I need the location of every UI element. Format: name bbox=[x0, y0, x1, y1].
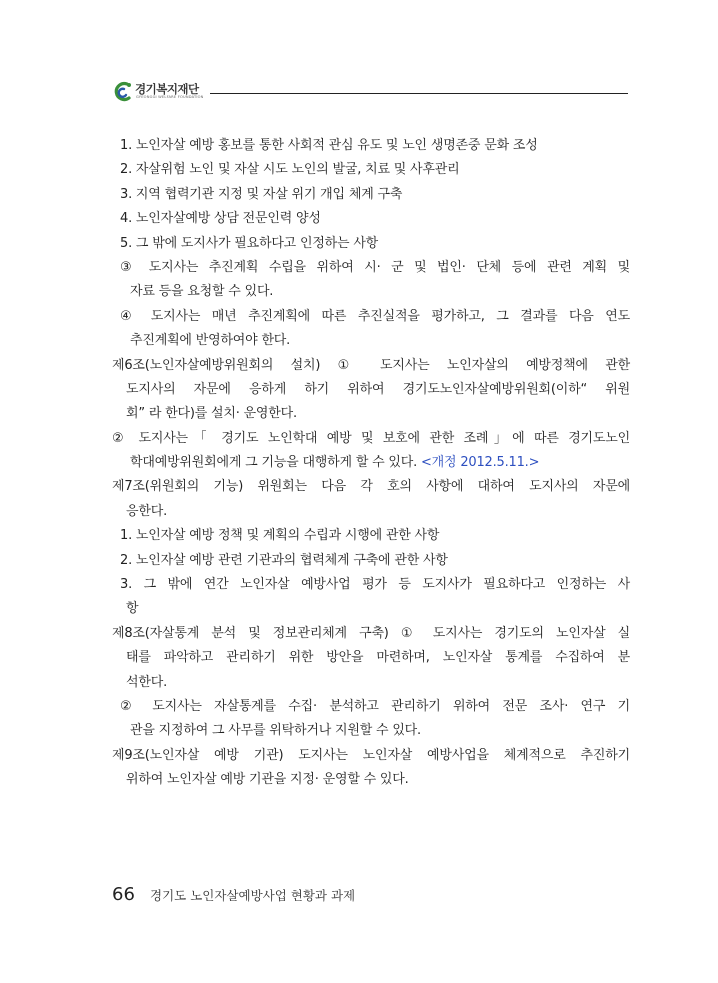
foundation-logo-icon bbox=[112, 80, 134, 104]
text-line bbox=[112, 207, 630, 231]
text-line bbox=[112, 768, 630, 792]
text-line-content: 응한다. bbox=[126, 503, 168, 519]
text-line bbox=[112, 573, 630, 597]
text-line-content: 2. 자살위험 노인 및 자살 시도 노인의 발굴, 치료 및 사후관리 bbox=[120, 162, 460, 178]
text-line bbox=[112, 427, 630, 451]
text-line-content: 태를 파악하고 관리하기 위한 방안을 마련하며, 노인자살 통계를 수집하여 분 bbox=[126, 650, 630, 666]
text-line bbox=[112, 622, 630, 646]
amendment-note: <개정 2012.5.11.> bbox=[420, 455, 540, 471]
text-line-content: 자료 등을 요청할 수 있다. bbox=[130, 284, 274, 300]
text-line bbox=[112, 524, 630, 548]
text-line-content: 3. 지역 협력기관 지정 및 자살 위기 개입 체계 구축 bbox=[120, 186, 403, 202]
text-line-content: 제7조(위원회의 기능) 위원회는 다음 각 호의 사항에 대하여 도지사의 자문에 bbox=[112, 479, 630, 495]
text-line bbox=[112, 256, 630, 280]
text-line-content: 5. 그 밖에 도지사가 필요하다고 인정하는 사항 bbox=[120, 235, 379, 251]
text-line-content: ④ 도지사는 매년 추진계획에 따른 추진실적을 평가하고, 그 결과를 다음 연도 bbox=[120, 308, 630, 324]
text-line-content: 4. 노인자살예방 상담 전문인력 양성 bbox=[120, 211, 321, 227]
text-line-content: ② 도지사는 자살통계를 수집· 분석하고 관리하기 위하여 전문 조사· 연구 기 bbox=[120, 698, 630, 714]
text-line-content: 회” 라 한다)를 설치· 운영한다. bbox=[126, 406, 297, 422]
text-line bbox=[112, 671, 630, 695]
text-line bbox=[112, 354, 630, 378]
text-line-content: 도지사의 자문에 응하게 하기 위하여 경기도노인자살예방위원회(이하“ 위원 bbox=[126, 381, 630, 397]
text-line bbox=[112, 305, 630, 329]
text-line bbox=[112, 158, 630, 182]
text-line bbox=[112, 329, 630, 353]
text-line bbox=[112, 232, 630, 256]
text-line-content: 제6조(노인자살예방위원회의 설치) ① 도지사는 노인자살의 예방정책에 관한 bbox=[112, 357, 630, 373]
text-line-content: 3. 그 밖에 연간 노인자살 예방사업 평가 등 도지사가 필요하다고 인정하는 사 bbox=[120, 577, 630, 593]
header-divider bbox=[210, 93, 628, 94]
text-line bbox=[112, 646, 630, 670]
text-line bbox=[112, 695, 630, 719]
text-line bbox=[112, 183, 630, 207]
text-line bbox=[112, 500, 630, 524]
text-line-content: 제9조(노인자살 예방 기관) 도지사는 노인자살 예방사업을 체계적으로 추진하기 bbox=[112, 747, 630, 763]
org-subtitle: GYEONGGI WELFARE FOUNDATION bbox=[136, 95, 204, 99]
text-line bbox=[112, 134, 630, 158]
text-line-content: 1. 노인자살 예방 홍보를 통한 사회적 관심 유도 및 노인 생명존중 문화 조성 bbox=[120, 138, 538, 153]
text-line-content: 2. 노인자살 예방 관련 기관과의 협력체계 구축에 관한 사항 bbox=[120, 552, 448, 568]
text-line-content: 제8조(자살통계 분석 및 정보관리체계 구축) ① 도지사는 경기도의 노인자살 실 bbox=[112, 625, 630, 641]
text-line-content: 관을 지정하여 그 사무를 위탁하거나 지원할 수 있다. bbox=[130, 723, 421, 739]
page-footer bbox=[112, 884, 355, 914]
text-line bbox=[112, 451, 630, 475]
text-line-content: 석한다. bbox=[126, 674, 168, 690]
text-line bbox=[112, 744, 630, 768]
text-line-content: 위하여 노인자살 예방 기관을 지정· 운영할 수 있다. bbox=[126, 772, 409, 788]
page-number: 66 bbox=[112, 884, 135, 905]
text-line bbox=[112, 597, 630, 621]
text-line bbox=[112, 378, 630, 402]
text-line-content: 1. 노인자살 예방 정책 및 계획의 수립과 시행에 관한 사항 bbox=[120, 528, 440, 544]
text-line bbox=[112, 719, 630, 743]
running-title: 경기도 노인자살예방사업 현황과 과제 bbox=[150, 887, 356, 903]
text-line-content: 추진계획에 반영하여야 한다. bbox=[130, 333, 291, 349]
text-line-content: ③ 도지사는 추진계획 수립을 위하여 시· 군 및 법인· 단체 등에 관련 계획 및 bbox=[120, 259, 630, 275]
text-line bbox=[112, 475, 630, 499]
text-line-content: 학대예방위원회에게 그 기능을 대행하게 할 수 있다. bbox=[130, 455, 418, 471]
text-line-content: 항 bbox=[126, 601, 139, 617]
text-line bbox=[112, 402, 630, 426]
org-name: 경기복지재단 bbox=[135, 82, 199, 96]
body-text bbox=[112, 134, 630, 793]
page-header bbox=[112, 78, 628, 108]
text-line bbox=[112, 549, 630, 573]
text-line-content: ② 도지사는「 경기도 노인학대 예방 및 보호에 관한 조례」에 따른 경기도노인 bbox=[112, 430, 630, 446]
text-line bbox=[112, 280, 630, 304]
